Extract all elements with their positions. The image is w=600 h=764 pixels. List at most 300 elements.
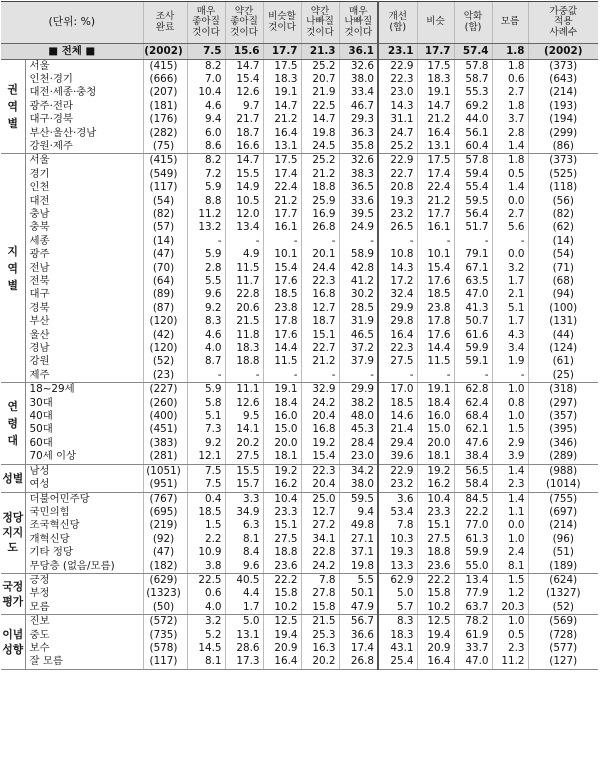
value-cell: 8.3 bbox=[187, 315, 225, 328]
table-row bbox=[1, 342, 598, 355]
value-cell: 57.4 bbox=[454, 44, 492, 60]
value-cell: 11.8 bbox=[225, 329, 263, 342]
value-cell: 47.6 bbox=[454, 437, 492, 450]
value-cell: 2.3 bbox=[492, 642, 528, 655]
value-cell: 56.1 bbox=[454, 127, 492, 140]
value-cell: 16.6 bbox=[225, 140, 263, 154]
value-cell: 28.6 bbox=[225, 642, 263, 655]
value-cell: 23.1 bbox=[378, 44, 417, 60]
value-cell: - bbox=[301, 369, 339, 383]
sample-count: (120) bbox=[143, 315, 187, 328]
weighted-count: (569) bbox=[528, 615, 598, 629]
value-cell: 15.8 bbox=[263, 587, 301, 600]
value-cell: 2.8 bbox=[492, 127, 528, 140]
value-cell: 14.3 bbox=[390, 261, 414, 274]
row-label: 부산 bbox=[29, 315, 50, 328]
col-header: 모름 bbox=[492, 2, 528, 44]
weighted-count: (346) bbox=[528, 437, 598, 450]
value-cell: 69.2 bbox=[454, 100, 492, 113]
value-cell: 15.0 bbox=[263, 423, 301, 436]
unit-label: (단위: %) bbox=[1, 2, 143, 44]
value-cell: 1.8 bbox=[492, 100, 528, 113]
value-cell: 1.5 bbox=[492, 423, 528, 436]
value-cell: 30.2 bbox=[339, 288, 378, 301]
value-cell: 20.4 bbox=[301, 410, 339, 423]
table-row bbox=[1, 208, 598, 221]
value-cell: 10.4 bbox=[187, 86, 225, 99]
value-cell: 27.5 bbox=[263, 533, 301, 546]
value-cell: 55.0 bbox=[454, 560, 492, 574]
value-cell: 27.1 bbox=[339, 533, 378, 546]
value-cell: 17.5 bbox=[417, 59, 454, 73]
value-cell: - bbox=[225, 369, 263, 383]
value-cell: 2.9 bbox=[492, 437, 528, 450]
value-cell: 16.2 bbox=[417, 478, 454, 492]
row-label: 부산·울산·경남 bbox=[29, 126, 97, 139]
sample-count: (92) bbox=[143, 533, 187, 546]
table-row bbox=[1, 235, 598, 248]
value-cell: 55.3 bbox=[454, 86, 492, 99]
sample-count: (42) bbox=[143, 329, 187, 342]
value-cell: 29.9 bbox=[390, 301, 414, 314]
value-cell: 22.2 bbox=[417, 573, 454, 587]
value-cell: 4.0 bbox=[187, 342, 225, 355]
table-row bbox=[1, 423, 598, 436]
value-cell: 38.4 bbox=[454, 450, 492, 464]
value-cell: 36.3 bbox=[339, 127, 378, 140]
col-header: 개선 (합) bbox=[378, 2, 417, 44]
value-cell: - bbox=[263, 369, 301, 383]
value-cell: 16.2 bbox=[263, 478, 301, 492]
value-cell: 12.6 bbox=[225, 86, 263, 99]
table-row bbox=[1, 329, 598, 342]
value-cell: 18.4 bbox=[263, 397, 301, 410]
value-cell: 60.4 bbox=[454, 140, 492, 154]
col-header: 매우 좋아질 것이다 bbox=[187, 2, 225, 44]
weighted-count: (299) bbox=[528, 127, 598, 140]
value-cell: 4.4 bbox=[225, 587, 263, 600]
value-cell: 58.9 bbox=[339, 248, 378, 261]
value-cell: 29.3 bbox=[339, 113, 378, 126]
value-cell: 17.6 bbox=[263, 275, 301, 288]
value-cell: 53.4 bbox=[390, 505, 414, 518]
table-row bbox=[1, 302, 598, 315]
value-cell: 11.5 bbox=[225, 262, 263, 275]
row-label: 세종 bbox=[29, 234, 50, 247]
sample-count: (87) bbox=[143, 302, 187, 315]
value-cell: 18.4 bbox=[417, 397, 454, 410]
value-cell: 62.9 bbox=[390, 573, 414, 586]
value-cell: 14.7 bbox=[225, 59, 263, 73]
value-cell: 23.8 bbox=[417, 302, 454, 315]
value-cell: - bbox=[301, 235, 339, 248]
value-cell: 8.3 bbox=[396, 615, 414, 628]
value-cell: 19.4 bbox=[417, 629, 454, 642]
value-cell: 22.7 bbox=[390, 167, 414, 180]
table-row bbox=[1, 275, 598, 288]
value-cell: 17.4 bbox=[263, 168, 301, 181]
value-cell: 2.2 bbox=[187, 533, 225, 546]
value-cell: 32.9 bbox=[301, 383, 339, 397]
value-cell: 9.6 bbox=[225, 560, 263, 574]
value-cell: 4.0 bbox=[187, 601, 225, 615]
table-row bbox=[1, 573, 598, 587]
value-cell: 56.5 bbox=[454, 464, 492, 478]
table-row bbox=[1, 100, 598, 113]
header-row bbox=[1, 2, 598, 44]
value-cell: 20.3 bbox=[492, 601, 528, 615]
value-cell: 1.5 bbox=[492, 573, 528, 587]
value-cell: 46.7 bbox=[339, 100, 378, 113]
group-label: 지역별 bbox=[1, 154, 25, 383]
value-cell: 22.2 bbox=[454, 506, 492, 519]
value-cell: 18.3 bbox=[417, 73, 454, 86]
value-cell: 14.7 bbox=[263, 100, 301, 113]
value-cell: 4.9 bbox=[225, 248, 263, 261]
value-cell: 12.0 bbox=[225, 208, 263, 221]
sample-count: (181) bbox=[143, 100, 187, 113]
value-cell: 3.3 bbox=[225, 492, 263, 506]
value-cell: 21.7 bbox=[225, 113, 263, 126]
value-cell: 25.2 bbox=[301, 59, 339, 73]
weighted-count: (373) bbox=[528, 59, 598, 73]
value-cell: 15.0 bbox=[417, 423, 454, 436]
value-cell: 1.0 bbox=[492, 615, 528, 629]
value-cell: 35.8 bbox=[339, 140, 378, 154]
weighted-count: (194) bbox=[528, 113, 598, 126]
value-cell: 1.4 bbox=[492, 464, 528, 478]
value-cell: 21.2 bbox=[301, 355, 339, 368]
value-cell: 18.8 bbox=[263, 546, 301, 559]
value-cell: 19.4 bbox=[263, 629, 301, 642]
weighted-count: (373) bbox=[528, 154, 598, 168]
value-cell: 43.1 bbox=[390, 641, 414, 654]
table-row bbox=[1, 86, 598, 99]
value-cell: 15.4 bbox=[263, 262, 301, 275]
group-label: 연령대 bbox=[1, 383, 25, 464]
value-cell: 29.8 bbox=[390, 315, 414, 328]
value-cell: 10.1 bbox=[263, 248, 301, 261]
weighted-count: (14) bbox=[528, 235, 598, 248]
value-cell: 48.0 bbox=[339, 410, 378, 423]
value-cell: 4.3 bbox=[492, 329, 528, 342]
weighted-count: (728) bbox=[528, 629, 598, 642]
value-cell: 5.5 bbox=[187, 275, 225, 288]
table-row bbox=[1, 655, 598, 669]
value-cell: 27.5 bbox=[390, 355, 414, 368]
group-label: 국정 평가 bbox=[1, 573, 25, 614]
value-cell: 5.0 bbox=[396, 587, 414, 600]
weighted-count: (44) bbox=[528, 329, 598, 342]
value-cell: 23.3 bbox=[263, 506, 301, 519]
value-cell: 1.7 bbox=[225, 601, 263, 615]
value-cell: 5.2 bbox=[187, 629, 225, 642]
value-cell: 4.6 bbox=[187, 100, 225, 113]
value-cell: 47.0 bbox=[454, 288, 492, 301]
value-cell: 40.5 bbox=[225, 573, 263, 587]
col-header: 매우 나빠질 것이다 bbox=[339, 2, 378, 44]
value-cell: 12.7 bbox=[301, 506, 339, 519]
value-cell: 23.2 bbox=[378, 478, 417, 492]
value-cell: 14.9 bbox=[225, 181, 263, 194]
col-header: 가중값 적용 사례수 bbox=[528, 2, 598, 44]
table-row bbox=[1, 383, 598, 397]
weighted-count: (71) bbox=[528, 262, 598, 275]
value-cell: 50.1 bbox=[339, 587, 378, 600]
row-label: 50대 bbox=[29, 423, 53, 436]
value-cell: 32.6 bbox=[339, 154, 378, 168]
sample-count: (14) bbox=[143, 235, 187, 248]
sample-count: (572) bbox=[143, 615, 187, 629]
value-cell: 59.5 bbox=[454, 195, 492, 208]
value-cell: 58.7 bbox=[454, 73, 492, 86]
value-cell: 23.0 bbox=[339, 450, 378, 464]
value-cell: 9.2 bbox=[187, 302, 225, 315]
group-label: 정당 지지도 bbox=[1, 492, 25, 573]
col-header: 조사 완료 bbox=[143, 2, 187, 44]
value-cell: 34.1 bbox=[301, 533, 339, 546]
value-cell: 36.1 bbox=[339, 44, 378, 60]
value-cell: 22.8 bbox=[301, 546, 339, 559]
weighted-count: (1327) bbox=[528, 587, 598, 600]
value-cell: 11.1 bbox=[225, 383, 263, 397]
table-row bbox=[1, 315, 598, 328]
value-cell: 14.6 bbox=[390, 410, 414, 423]
value-cell: 26.5 bbox=[390, 221, 414, 234]
value-cell: 10.1 bbox=[417, 248, 454, 261]
value-cell: 22.3 bbox=[390, 72, 414, 85]
weighted-count: (118) bbox=[528, 181, 598, 194]
value-cell: 14.3 bbox=[390, 99, 414, 112]
row-label: 대구·경북 bbox=[29, 113, 73, 126]
sample-count: (227) bbox=[143, 383, 187, 397]
table-row bbox=[1, 560, 598, 574]
results-table bbox=[1, 1, 598, 670]
value-cell: 8.2 bbox=[187, 154, 225, 168]
value-cell: 15.6 bbox=[225, 44, 263, 60]
value-cell: 0.8 bbox=[492, 397, 528, 410]
value-cell: 9.4 bbox=[187, 113, 225, 126]
value-cell: 11.2 bbox=[187, 208, 225, 221]
value-cell: 2.7 bbox=[492, 208, 528, 221]
value-cell: - bbox=[492, 235, 528, 248]
value-cell: 18.5 bbox=[417, 288, 454, 301]
sample-count: (82) bbox=[143, 208, 187, 221]
value-cell: 0.0 bbox=[492, 248, 528, 261]
table-row bbox=[1, 437, 598, 450]
value-cell: 38.0 bbox=[339, 478, 378, 492]
value-cell: 14.4 bbox=[417, 342, 454, 355]
value-cell: 23.3 bbox=[417, 506, 454, 519]
value-cell: 15.4 bbox=[225, 73, 263, 86]
value-cell: 15.8 bbox=[301, 601, 339, 615]
weighted-count: (1014) bbox=[528, 478, 598, 492]
sample-count: (629) bbox=[143, 573, 187, 587]
value-cell: 29.9 bbox=[339, 383, 378, 397]
total-row bbox=[1, 44, 598, 60]
value-cell: 15.1 bbox=[301, 329, 339, 342]
row-label: 부정 bbox=[29, 587, 50, 600]
value-cell: 27.5 bbox=[225, 450, 263, 464]
value-cell: 22.3 bbox=[390, 342, 414, 355]
value-cell: 19.1 bbox=[417, 383, 454, 397]
value-cell: 21.9 bbox=[301, 86, 339, 99]
table-row bbox=[1, 464, 598, 478]
value-cell: 8.2 bbox=[187, 59, 225, 73]
col-header: 비슷 bbox=[417, 2, 454, 44]
value-cell: 18.5 bbox=[187, 506, 225, 519]
value-cell: 9.6 bbox=[187, 288, 225, 301]
sample-count: (1323) bbox=[143, 587, 187, 600]
value-cell: 10.5 bbox=[225, 195, 263, 208]
value-cell: 57.8 bbox=[454, 154, 492, 168]
sample-count: (1051) bbox=[143, 464, 187, 478]
value-cell: 17.2 bbox=[390, 275, 414, 287]
value-cell: 41.3 bbox=[454, 302, 492, 315]
value-cell: 63.7 bbox=[454, 601, 492, 615]
value-cell: 2.3 bbox=[492, 478, 528, 492]
value-cell: 20.4 bbox=[301, 478, 339, 492]
table-row bbox=[1, 355, 598, 368]
value-cell: 8.8 bbox=[187, 195, 225, 208]
value-cell: 56.4 bbox=[454, 208, 492, 221]
value-cell: 21.2 bbox=[417, 113, 454, 126]
value-cell: 13.4 bbox=[225, 221, 263, 234]
sample-count: (451) bbox=[143, 423, 187, 436]
weighted-count: (62) bbox=[528, 221, 598, 234]
sample-count: (207) bbox=[143, 86, 187, 99]
value-cell: 20.7 bbox=[301, 73, 339, 86]
value-cell: 18.1 bbox=[417, 450, 454, 464]
table-row bbox=[1, 181, 598, 194]
weighted-count: (61) bbox=[528, 355, 598, 368]
value-cell: 17.5 bbox=[417, 154, 454, 168]
value-cell: 16.3 bbox=[301, 642, 339, 655]
sample-count: (50) bbox=[143, 601, 187, 615]
value-cell: 17.7 bbox=[263, 44, 301, 60]
value-cell: 31.1 bbox=[390, 113, 414, 126]
value-cell: 37.2 bbox=[339, 342, 378, 355]
value-cell: 8.1 bbox=[187, 655, 225, 669]
value-cell: 23.0 bbox=[390, 86, 414, 99]
value-cell: 25.9 bbox=[301, 195, 339, 208]
sample-count: (578) bbox=[143, 642, 187, 655]
value-cell: 1.8 bbox=[492, 59, 528, 73]
weighted-count: (52) bbox=[528, 601, 598, 615]
row-label: 60대 bbox=[29, 436, 53, 449]
value-cell: 34.2 bbox=[339, 464, 378, 478]
value-cell: 38.0 bbox=[339, 73, 378, 86]
value-cell: 17.7 bbox=[263, 208, 301, 221]
value-cell: 2.8 bbox=[187, 262, 225, 275]
weighted-count: (124) bbox=[528, 342, 598, 355]
col-header: 악화 (합) bbox=[454, 2, 492, 44]
value-cell: - bbox=[187, 235, 225, 248]
value-cell: 16.8 bbox=[301, 423, 339, 436]
value-cell: 10.3 bbox=[390, 532, 414, 545]
value-cell: 25.0 bbox=[301, 492, 339, 506]
table-row bbox=[1, 492, 598, 506]
table-row bbox=[1, 629, 598, 642]
sample-count: (767) bbox=[143, 492, 187, 506]
value-cell: - bbox=[378, 369, 417, 383]
value-cell: 18.5 bbox=[263, 288, 301, 301]
row-label: 70세 이상 bbox=[25, 450, 143, 464]
value-cell: - bbox=[492, 369, 528, 383]
weighted-count: (357) bbox=[528, 410, 598, 423]
value-cell: 59.9 bbox=[454, 546, 492, 559]
value-cell: 67.1 bbox=[454, 262, 492, 275]
value-cell: 15.5 bbox=[225, 464, 263, 478]
row-label: 광주 bbox=[29, 248, 50, 261]
value-cell: 8.4 bbox=[225, 546, 263, 559]
row-label: 인천·경기 bbox=[29, 72, 73, 85]
sample-count: (415) bbox=[143, 154, 187, 168]
value-cell: 19.3 bbox=[390, 194, 414, 207]
sample-count: (70) bbox=[143, 262, 187, 275]
value-cell: 15.7 bbox=[225, 478, 263, 492]
value-cell: 17.7 bbox=[417, 208, 454, 221]
row-label: 잘 모름 bbox=[25, 655, 143, 669]
value-cell: 23.2 bbox=[390, 207, 414, 220]
row-label: 여성 bbox=[25, 478, 143, 492]
value-cell: 36.6 bbox=[339, 629, 378, 642]
value-cell: 7.8 bbox=[301, 573, 339, 587]
value-cell: 7.0 bbox=[187, 73, 225, 86]
value-cell: 18.7 bbox=[225, 127, 263, 140]
value-cell: 24.7 bbox=[390, 126, 414, 139]
col-header: 비슷할 것이다 bbox=[263, 2, 301, 44]
value-cell: 22.5 bbox=[301, 100, 339, 113]
value-cell: 21.2 bbox=[263, 195, 301, 208]
value-cell: 19.1 bbox=[263, 86, 301, 99]
table-row bbox=[1, 587, 598, 600]
value-cell: 16.1 bbox=[417, 221, 454, 234]
sample-count: (176) bbox=[143, 113, 187, 126]
value-cell: 29.4 bbox=[390, 436, 414, 449]
value-cell: 31.9 bbox=[339, 315, 378, 328]
weighted-count: (214) bbox=[528, 519, 598, 532]
value-cell: 18.5 bbox=[390, 396, 414, 409]
value-cell: 24.4 bbox=[301, 262, 339, 275]
value-cell: 28.4 bbox=[339, 437, 378, 450]
value-cell: 23.6 bbox=[263, 560, 301, 574]
sample-count: (415) bbox=[143, 59, 187, 73]
value-cell: 22.9 bbox=[390, 154, 414, 167]
value-cell: 59.4 bbox=[454, 168, 492, 181]
value-cell: 14.7 bbox=[301, 113, 339, 126]
value-cell: 59.5 bbox=[339, 492, 378, 506]
weighted-count: (51) bbox=[528, 546, 598, 559]
weighted-count: (577) bbox=[528, 642, 598, 655]
value-cell: 17.5 bbox=[263, 59, 301, 73]
value-cell: - bbox=[454, 369, 492, 383]
value-cell: 15.1 bbox=[417, 519, 454, 532]
value-cell: 1.2 bbox=[492, 587, 528, 600]
value-cell: 4.6 bbox=[187, 329, 225, 342]
value-cell: 10.4 bbox=[263, 492, 301, 506]
row-label: 제주 bbox=[25, 369, 143, 383]
value-cell: 1.4 bbox=[492, 492, 528, 506]
value-cell: 7.8 bbox=[396, 519, 414, 532]
table-row bbox=[1, 288, 598, 301]
value-cell: 7.2 bbox=[187, 168, 225, 181]
value-cell: 16.0 bbox=[417, 410, 454, 423]
row-label: 경기 bbox=[29, 167, 50, 180]
value-cell: 62.8 bbox=[454, 383, 492, 397]
value-cell: 21.2 bbox=[301, 168, 339, 181]
value-cell: 0.0 bbox=[492, 519, 528, 532]
